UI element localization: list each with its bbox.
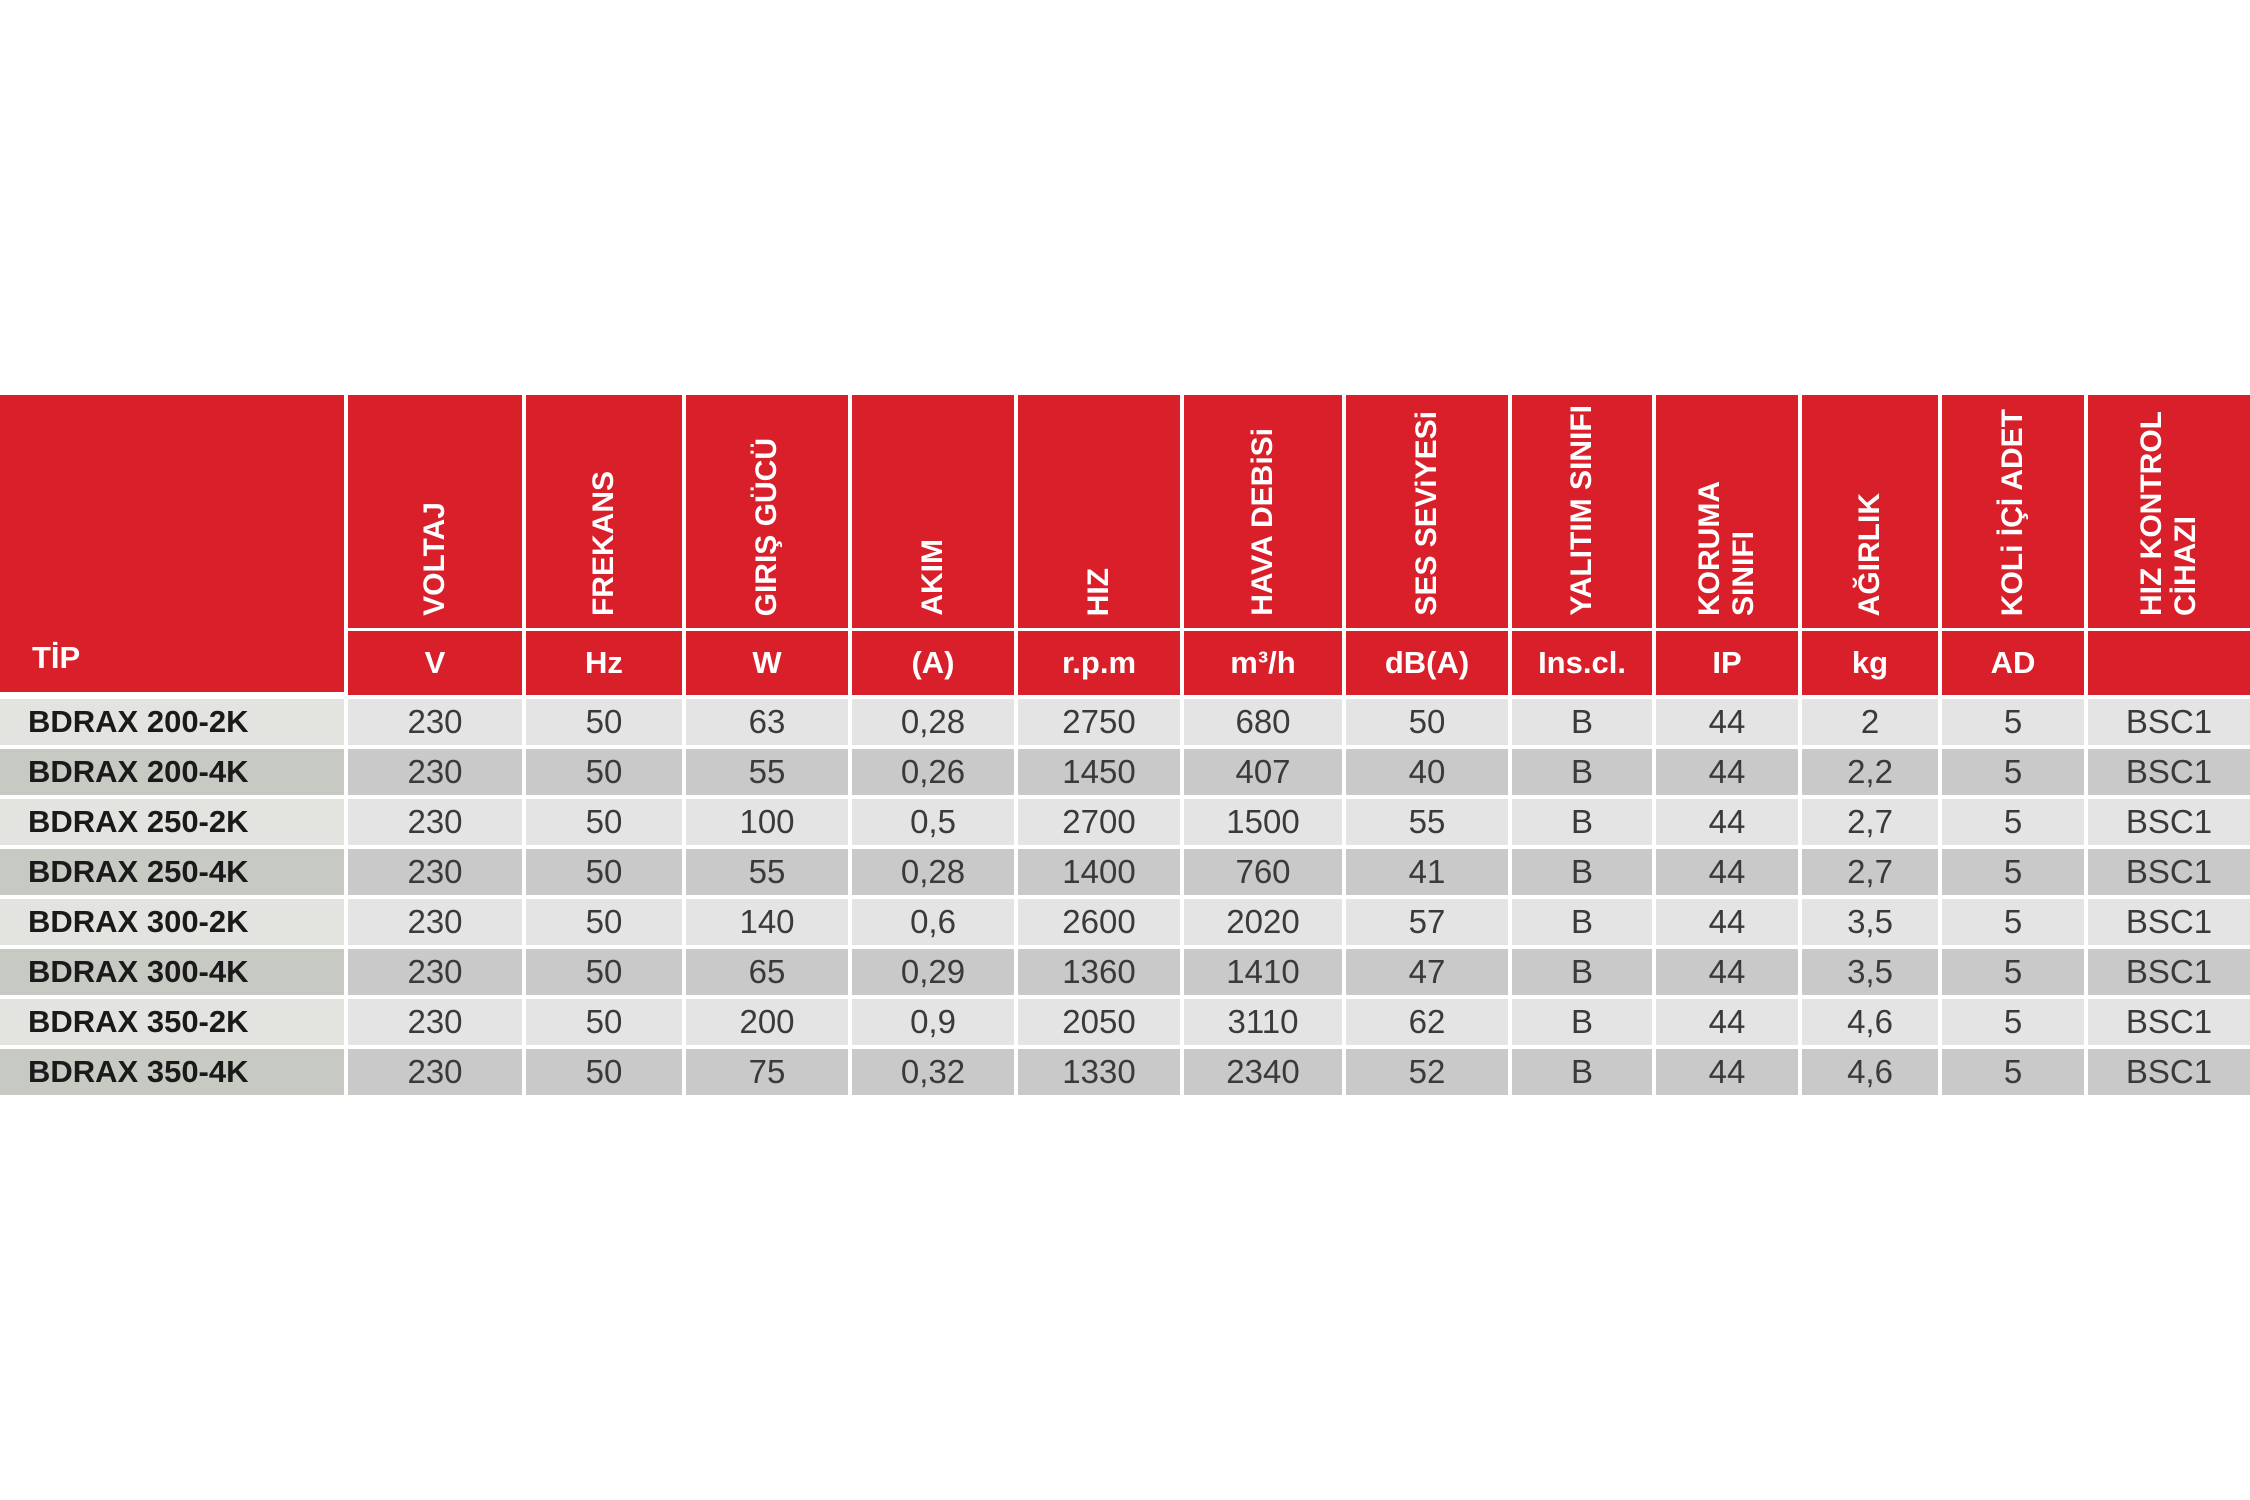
header-labels-row bbox=[0, 395, 2250, 631]
col-label: YALITIM SINIFI bbox=[1565, 405, 1598, 616]
row-tip-cell: BDRAX 350-4K bbox=[0, 1045, 348, 1095]
col-label: HAVA DEBiSi bbox=[1246, 428, 1279, 616]
col-unit: r.p.m bbox=[1018, 631, 1184, 695]
table-cell: 230 bbox=[348, 795, 526, 845]
table-row bbox=[0, 795, 2250, 845]
row-tip-cell: BDRAX 250-2K bbox=[0, 795, 348, 845]
table-cell: 65 bbox=[686, 945, 852, 995]
table-cell: BSC1 bbox=[2088, 945, 2250, 995]
table-cell: BSC1 bbox=[2088, 895, 2250, 945]
table-cell: 63 bbox=[686, 695, 852, 745]
row-tip-cell: BDRAX 200-4K bbox=[0, 745, 348, 795]
row-tip-cell: BDRAX 350-2K bbox=[0, 995, 348, 1045]
col-header bbox=[686, 395, 852, 631]
table-cell: 0,6 bbox=[852, 895, 1018, 945]
table-cell: 55 bbox=[686, 745, 852, 795]
table-cell: 407 bbox=[1184, 745, 1346, 795]
table-cell: 1330 bbox=[1018, 1045, 1184, 1095]
col-unit: AD bbox=[1942, 631, 2088, 695]
table-cell: 2600 bbox=[1018, 895, 1184, 945]
table-cell: BSC1 bbox=[2088, 1045, 2250, 1095]
table-cell: 1500 bbox=[1184, 795, 1346, 845]
table-cell: 44 bbox=[1656, 795, 1802, 845]
table-cell: 0,28 bbox=[852, 845, 1018, 895]
table-cell: 50 bbox=[526, 895, 686, 945]
table-cell: 2020 bbox=[1184, 895, 1346, 945]
table-cell: 1360 bbox=[1018, 945, 1184, 995]
col-unit: m³/h bbox=[1184, 631, 1346, 695]
col-unit bbox=[2088, 631, 2250, 695]
table-cell: 1400 bbox=[1018, 845, 1184, 895]
table-cell: 230 bbox=[348, 745, 526, 795]
col-label: VOLTAJ bbox=[418, 502, 451, 616]
table-cell: 3,5 bbox=[1802, 895, 1942, 945]
col-header bbox=[852, 395, 1018, 631]
col-unit: V bbox=[348, 631, 526, 695]
col-unit: kg bbox=[1802, 631, 1942, 695]
col-unit: (A) bbox=[852, 631, 1018, 695]
table-cell: 230 bbox=[348, 895, 526, 945]
table-cell: 0,5 bbox=[852, 795, 1018, 845]
table-cell: 4,6 bbox=[1802, 995, 1942, 1045]
col-label: HIZ KONTROL CİHAZI bbox=[2135, 411, 2202, 616]
table-cell: 44 bbox=[1656, 995, 1802, 1045]
table-cell: B bbox=[1512, 795, 1656, 845]
table-cell: 230 bbox=[348, 1045, 526, 1095]
col-header bbox=[1802, 395, 1942, 631]
table-cell: BSC1 bbox=[2088, 695, 2250, 745]
table-cell: 44 bbox=[1656, 845, 1802, 895]
table-cell: 50 bbox=[1346, 695, 1512, 745]
table-cell: 50 bbox=[526, 845, 686, 895]
col-label: FREKANS bbox=[587, 470, 620, 616]
table-cell: BSC1 bbox=[2088, 795, 2250, 845]
row-tip-cell: BDRAX 300-4K bbox=[0, 945, 348, 995]
table-cell: 5 bbox=[1942, 795, 2088, 845]
table-cell: 5 bbox=[1942, 995, 2088, 1045]
table-cell: 5 bbox=[1942, 895, 2088, 945]
table-cell: 2050 bbox=[1018, 995, 1184, 1045]
col-label: SES SEViYESi bbox=[1410, 411, 1443, 616]
table-cell: 2,7 bbox=[1802, 795, 1942, 845]
table-cell: 100 bbox=[686, 795, 852, 845]
table-cell: 1450 bbox=[1018, 745, 1184, 795]
col-header bbox=[1184, 395, 1346, 631]
table-cell: 2 bbox=[1802, 695, 1942, 745]
table-cell: 230 bbox=[348, 695, 526, 745]
table-cell: 3110 bbox=[1184, 995, 1346, 1045]
table-cell: BSC1 bbox=[2088, 995, 2250, 1045]
table-cell: 50 bbox=[526, 995, 686, 1045]
table-cell: 230 bbox=[348, 945, 526, 995]
table-cell: 44 bbox=[1656, 945, 1802, 995]
table-cell: 5 bbox=[1942, 695, 2088, 745]
table-cell: 44 bbox=[1656, 695, 1802, 745]
col-header bbox=[348, 395, 526, 631]
col-label: KOLi İÇİ ADET bbox=[1996, 408, 2029, 616]
col-header bbox=[1018, 395, 1184, 631]
table-cell: 2700 bbox=[1018, 795, 1184, 845]
col-label: HIZ bbox=[1082, 567, 1115, 616]
col-header bbox=[1656, 395, 1802, 631]
table-cell: 41 bbox=[1346, 845, 1512, 895]
table-cell: B bbox=[1512, 995, 1656, 1045]
col-header bbox=[1512, 395, 1656, 631]
table-cell: B bbox=[1512, 895, 1656, 945]
table-row bbox=[0, 995, 2250, 1045]
col-unit: Ins.cl. bbox=[1512, 631, 1656, 695]
table-cell: 0,26 bbox=[852, 745, 1018, 795]
table-cell: 5 bbox=[1942, 745, 2088, 795]
table-cell: 44 bbox=[1656, 895, 1802, 945]
table-row bbox=[0, 845, 2250, 895]
table-cell: 50 bbox=[526, 795, 686, 845]
table-cell: 0,29 bbox=[852, 945, 1018, 995]
table-cell: 44 bbox=[1656, 745, 1802, 795]
spec-table bbox=[0, 395, 2250, 1095]
table-cell: 5 bbox=[1942, 1045, 2088, 1095]
col-unit: W bbox=[686, 631, 852, 695]
table-cell: B bbox=[1512, 945, 1656, 995]
col-header bbox=[1346, 395, 1512, 631]
table-cell: 2,7 bbox=[1802, 845, 1942, 895]
table-cell: 55 bbox=[686, 845, 852, 895]
table-body bbox=[0, 695, 2250, 1095]
table-cell: 47 bbox=[1346, 945, 1512, 995]
table-cell: 0,9 bbox=[852, 995, 1018, 1045]
table-cell: B bbox=[1512, 695, 1656, 745]
table-cell: 2750 bbox=[1018, 695, 1184, 745]
table-cell: 230 bbox=[348, 995, 526, 1045]
col-header bbox=[1942, 395, 2088, 631]
table-cell: 44 bbox=[1656, 1045, 1802, 1095]
col-unit: dB(A) bbox=[1346, 631, 1512, 695]
col-unit: IP bbox=[1656, 631, 1802, 695]
col-label: GIRIŞ GÜCÜ bbox=[750, 437, 783, 616]
table-cell: 0,32 bbox=[852, 1045, 1018, 1095]
table-cell: B bbox=[1512, 845, 1656, 895]
table-cell: 55 bbox=[1346, 795, 1512, 845]
row-tip-cell: BDRAX 250-4K bbox=[0, 845, 348, 895]
table-cell: 140 bbox=[686, 895, 852, 945]
table-row bbox=[0, 695, 2250, 745]
col-label: AKIM bbox=[916, 539, 949, 616]
table-cell: 75 bbox=[686, 1045, 852, 1095]
table-cell: 680 bbox=[1184, 695, 1346, 745]
table-cell: 0,28 bbox=[852, 695, 1018, 745]
table-row bbox=[0, 895, 2250, 945]
table-row bbox=[0, 945, 2250, 995]
row-tip-cell: BDRAX 300-2K bbox=[0, 895, 348, 945]
table-cell: 57 bbox=[1346, 895, 1512, 945]
table-cell: BSC1 bbox=[2088, 845, 2250, 895]
table-row bbox=[0, 745, 2250, 795]
col-unit: Hz bbox=[526, 631, 686, 695]
table-cell: 3,5 bbox=[1802, 945, 1942, 995]
table-cell: 2,2 bbox=[1802, 745, 1942, 795]
tip-header: TİP bbox=[0, 395, 348, 695]
table-cell: 2340 bbox=[1184, 1045, 1346, 1095]
table-cell: 40 bbox=[1346, 745, 1512, 795]
table-cell: 5 bbox=[1942, 945, 2088, 995]
col-label: KORUMA SINIFI bbox=[1693, 481, 1760, 616]
col-header bbox=[526, 395, 686, 631]
table-cell: B bbox=[1512, 745, 1656, 795]
table-cell: 62 bbox=[1346, 995, 1512, 1045]
table-cell: BSC1 bbox=[2088, 745, 2250, 795]
table-cell: 50 bbox=[526, 695, 686, 745]
table-cell: 760 bbox=[1184, 845, 1346, 895]
table-cell: 50 bbox=[526, 745, 686, 795]
col-label: AĞIRLIK bbox=[1853, 492, 1886, 616]
col-header bbox=[2088, 395, 2250, 631]
table-cell: 4,6 bbox=[1802, 1045, 1942, 1095]
table-cell: 230 bbox=[348, 845, 526, 895]
table-cell: 50 bbox=[526, 1045, 686, 1095]
table-cell: 5 bbox=[1942, 845, 2088, 895]
table-cell: 50 bbox=[526, 945, 686, 995]
table-cell: B bbox=[1512, 1045, 1656, 1095]
table-row bbox=[0, 1045, 2250, 1095]
table-cell: 52 bbox=[1346, 1045, 1512, 1095]
table-cell: 1410 bbox=[1184, 945, 1346, 995]
row-tip-cell: BDRAX 200-2K bbox=[0, 695, 348, 745]
table-cell: 200 bbox=[686, 995, 852, 1045]
